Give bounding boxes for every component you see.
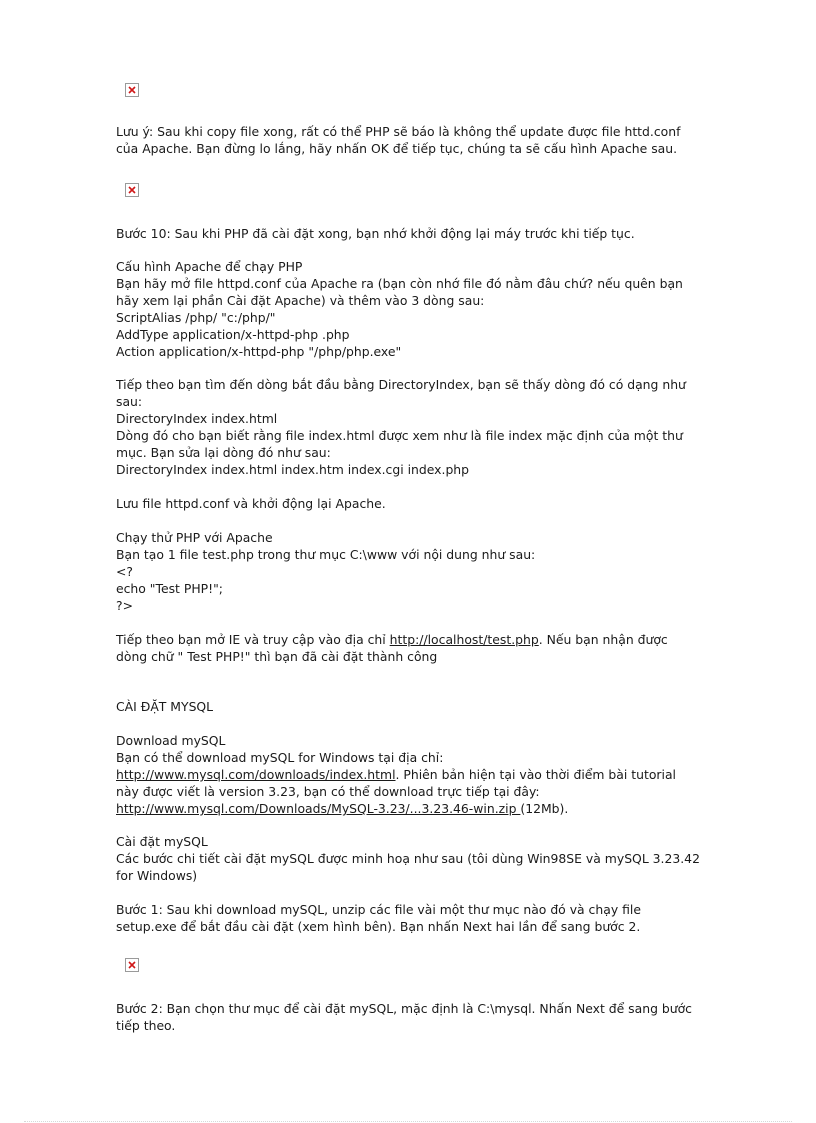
step-10-text: Bước 10: Sau khi PHP đã cài đặt xong, bạn nhớ khởi động lại máy trước khi tiếp tục.	[116, 226, 635, 241]
step-1-line-2: setup.exe để bắt đầu cài đặt (xem hình bên). Bạn nhấn Next hai lần để sang bước 2.	[116, 919, 641, 934]
directory-index-line-5: mục. Bạn sửa lại dòng đó như sau:	[116, 445, 331, 460]
apache-config-line-1: Bạn hãy mở file httpd.conf của Apache ra (bạn còn nhớ file đó nằm đâu chứ? nếu quên bạn	[116, 276, 683, 291]
step-1-line-1: Bước 1: Sau khi download mySQL, unzip các file vài một thư mục nào đó và chạy file	[116, 902, 641, 917]
step-10-paragraph	[116, 225, 726, 242]
download-mysql-line-2-text: . Phiên bản hiện tại vào thời điểm bài tutorial	[395, 767, 676, 782]
test-result-prefix: Tiếp theo bạn mở IE và truy cập vào địa chỉ	[116, 632, 390, 647]
download-mysql-line-3: này được viết là version 3.23, bạn có thể download trực tiếp tại đây:	[116, 784, 540, 799]
directory-index-line-6: DirectoryIndex index.html index.htm index.cgi index.php	[116, 462, 470, 477]
step-2-line-1: Bước 2: Bạn chọn thư mục để cài đặt mySQL, mặc định là C:\mysql. Nhấn Next để sang bước	[116, 1001, 692, 1016]
step-1-paragraph	[116, 901, 726, 935]
mysql-downloads-link[interactable]: http://www.mysql.com/downloads/index.html	[116, 767, 396, 782]
test-result-suffix: . Nếu bạn nhận được	[538, 632, 668, 647]
localhost-test-link[interactable]: http://localhost/test.php	[389, 632, 539, 647]
install-mysql-paragraph	[116, 833, 726, 884]
broken-image-icon	[125, 958, 139, 972]
step-2-line-2: tiếp theo.	[116, 1018, 176, 1033]
broken-image-icon	[125, 183, 139, 197]
directory-index-paragraph	[116, 376, 726, 478]
test-php-code-2: echo "Test PHP!";	[116, 581, 223, 596]
test-php-line-1: Bạn tạo 1 file test.php trong thư mục C:\www với nội dung như sau:	[116, 547, 536, 562]
download-mysql-line-2	[116, 766, 726, 783]
broken-image-icon	[125, 83, 139, 97]
download-mysql-heading: Download mySQL	[116, 733, 226, 748]
install-mysql-line-1: Các bước chi tiết cài đặt mySQL được minh hoạ như sau (tôi dùng Win98SE và mySQL 3.23.42	[116, 851, 700, 866]
test-php-paragraph	[116, 529, 726, 614]
test-result-paragraph	[116, 631, 726, 665]
download-mysql-line-1: Bạn có thể download mySQL for Windows tại địa chỉ:	[116, 750, 444, 765]
apache-config-code-1: ScriptAlias /php/ "c:/php/"	[116, 310, 276, 325]
test-php-heading: Chạy thử PHP với Apache	[116, 530, 273, 545]
apache-config-paragraph	[116, 258, 726, 360]
mysql-section-heading-paragraph	[116, 698, 726, 715]
mysql-section-heading: CÀI ĐẶT MYSQL	[116, 699, 214, 714]
test-php-code-3: ?>	[116, 598, 133, 613]
save-restart-paragraph	[116, 495, 726, 512]
apache-config-code-2: AddType application/x-httpd-php .php	[116, 327, 350, 342]
test-php-code-1: <?	[116, 564, 133, 579]
step-2-paragraph	[116, 1000, 726, 1034]
test-result-line-2: dòng chữ " Test PHP!" thì bạn đã cài đặt thành công	[116, 649, 438, 664]
install-mysql-line-2: for Windows)	[116, 868, 198, 883]
note-paragraph	[116, 123, 726, 157]
mysql-zip-link[interactable]: http://www.mysql.com/Downloads/MySQL-3.23/...3.23.46-win.zip	[116, 801, 521, 816]
install-mysql-heading: Cài đặt mySQL	[116, 834, 208, 849]
note-line-2: của Apache. Bạn đừng lo lắng, hãy nhấn OK để tiếp tục, chúng ta sẽ cấu hình Apache sau.	[116, 141, 678, 156]
apache-config-line-2: hãy xem lại phần Cài đặt Apache) và thêm vào 3 dòng sau:	[116, 293, 485, 308]
download-mysql-size: (12Mb).	[520, 801, 569, 816]
directory-index-line-4: Dòng đó cho bạn biết rằng file index.html được xem như là file index mặc định của một thư	[116, 428, 683, 443]
note-line-1: Lưu ý: Sau khi copy file xong, rất có thể PHP sẽ báo là không thể update được file httd.conf	[116, 124, 681, 139]
apache-config-heading: Cấu hình Apache để chạy PHP	[116, 259, 303, 274]
directory-index-line-3: DirectoryIndex index.html	[116, 411, 278, 426]
test-result-line-1	[116, 631, 726, 648]
page-bottom-divider	[24, 1121, 792, 1122]
directory-index-line-2: sau:	[116, 394, 143, 409]
directory-index-line-1: Tiếp theo bạn tìm đến dòng bắt đầu bằng DirectoryIndex, bạn sẽ thấy dòng đó có dạng như	[116, 377, 686, 392]
download-mysql-paragraph	[116, 732, 726, 817]
download-mysql-line-4	[116, 800, 726, 817]
save-restart-text: Lưu file httpd.conf và khởi động lại Apache.	[116, 496, 386, 511]
apache-config-code-3: Action application/x-httpd-php "/php/php.exe"	[116, 344, 402, 359]
